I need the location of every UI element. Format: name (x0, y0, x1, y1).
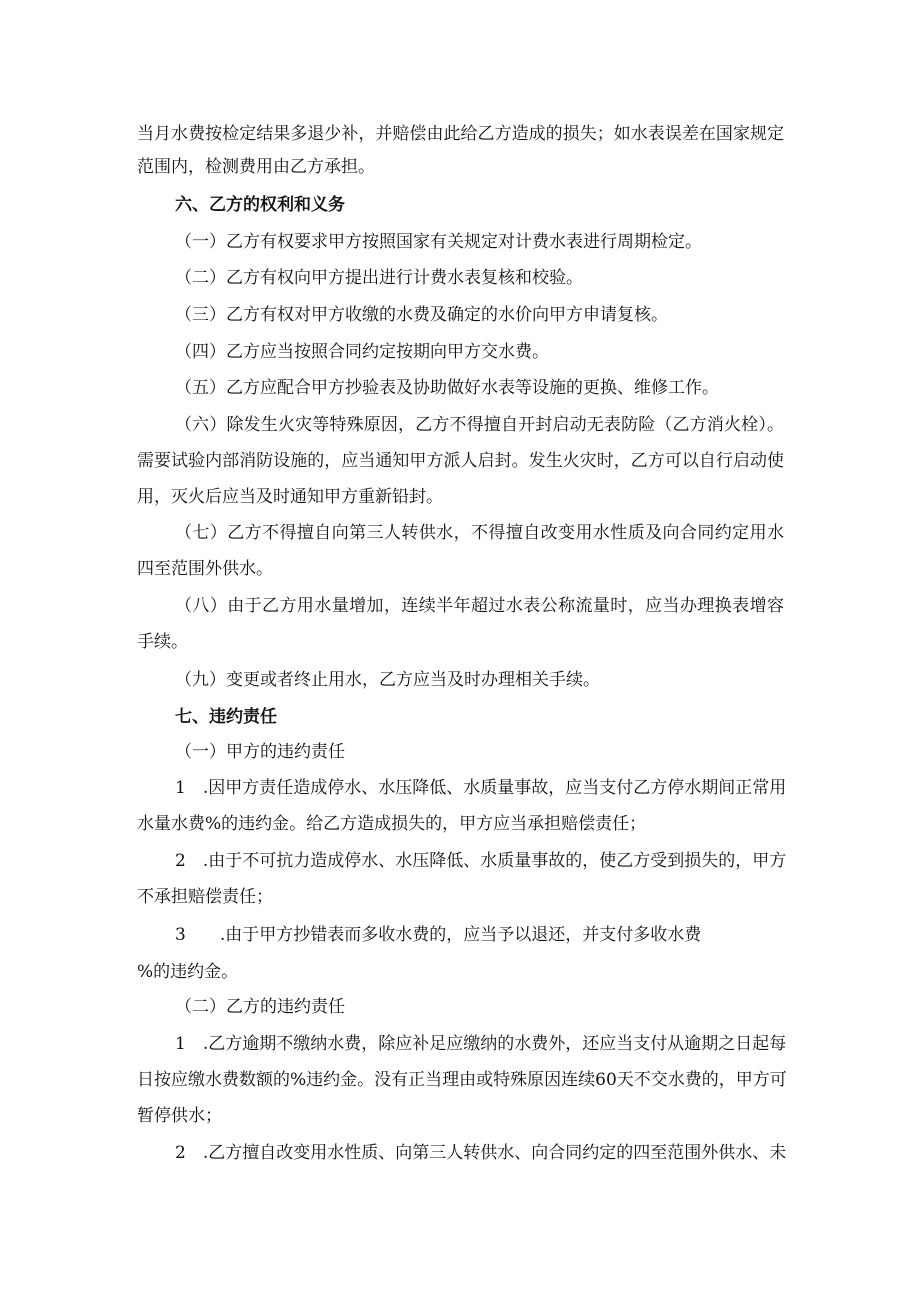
paragraph-line: （五）乙方应配合甲方抄验表及协助做好水表等设施的更换、维修工作。 (175, 378, 719, 398)
paragraph-line: （一）甲方的违约责任 (175, 742, 345, 762)
paragraph-line: （九）变更或者终止用水，乙方应当及时办理相关手续。 (175, 670, 600, 690)
paragraph-line: 2 .由于不可抗力造成停水、水压降低、水质量事故的，使乙方受到损失的，甲方 (175, 851, 787, 871)
paragraph-line: （六）除发生火灾等特殊原因，乙方不得擅自开封启动无表防险（乙方消火栓）。 (175, 415, 784, 435)
paragraph-line: （二）乙方的违约责任 (175, 997, 345, 1017)
paragraph-line: 用，灭火后应当及时通知甲方重新铅封。 (137, 487, 443, 507)
paragraph-line: 水量水费%的违约金。给乙方造成损失的，甲方应当承担赔偿责任； (137, 814, 647, 834)
paragraph-line: 范围内，检测费用由乙方承担。 (137, 157, 375, 177)
paragraph-line: 日按应缴水费数额的%违约金。没有正当理由或特殊原因连续60天不交水费的，甲方可 (137, 1070, 787, 1090)
paragraph-line: （三）乙方有权对甲方收缴的水费及确定的水价向甲方申请复核。 (175, 305, 668, 325)
paragraph-line: 暂停供水； (137, 1106, 222, 1126)
paragraph-line: （一）乙方有权要求甲方按照国家有关规定对计费水表进行周期检定。 (175, 232, 702, 252)
paragraph-line: 2 .乙方擅自改变用水性质、向第三人转供水、向合同约定的四至范围外供水、未 (175, 1143, 787, 1163)
paragraph-line: 3 .由于甲方抄错表而多收水费的，应当予以退还，并支付多收水费 (175, 925, 702, 945)
paragraph-line: 四至范围外供水。 (137, 559, 273, 579)
paragraph-line: 当月水费按检定结果多退少补，并赔偿由此给乙方造成的损失；如水表误差在国家规定 (137, 124, 784, 144)
paragraph-line: 不承担赔偿责任； (137, 887, 273, 907)
paragraph-line: （四）乙方应当按照合同约定按期向甲方交水费。 (175, 342, 549, 362)
paragraph-line: 1 .因甲方责任造成停水、水压降低、水质量事故，应当支付乙方停水期间正常用 (175, 778, 787, 798)
paragraph-line: （二）乙方有权向甲方提出进行计费水表复核和校验。 (175, 268, 583, 288)
paragraph-line: （七）乙方不得擅自向第三人转供水，不得擅自改变用水性质及向合同约定用水 (175, 523, 784, 543)
paragraph-line: 手续。 (137, 632, 188, 652)
paragraph-line: 1 .乙方逾期不缴纳水费，除应补足应缴纳的水费外，还应当支付从逾期之日起每 (175, 1034, 787, 1054)
paragraph-line: %的违约金。 (137, 962, 239, 982)
paragraph-line: （八）由于乙方用水量增加，连续半年超过水表公称流量时，应当办理换表增容 (175, 596, 784, 616)
section-heading: 六、乙方的权利和义务 (175, 195, 345, 215)
section-heading: 七、违约责任 (175, 707, 277, 727)
paragraph-line: 需要试验内部消防设施的，应当通知甲方派人启封。发生火灾时，乙方可以自行启动使 (137, 451, 784, 471)
